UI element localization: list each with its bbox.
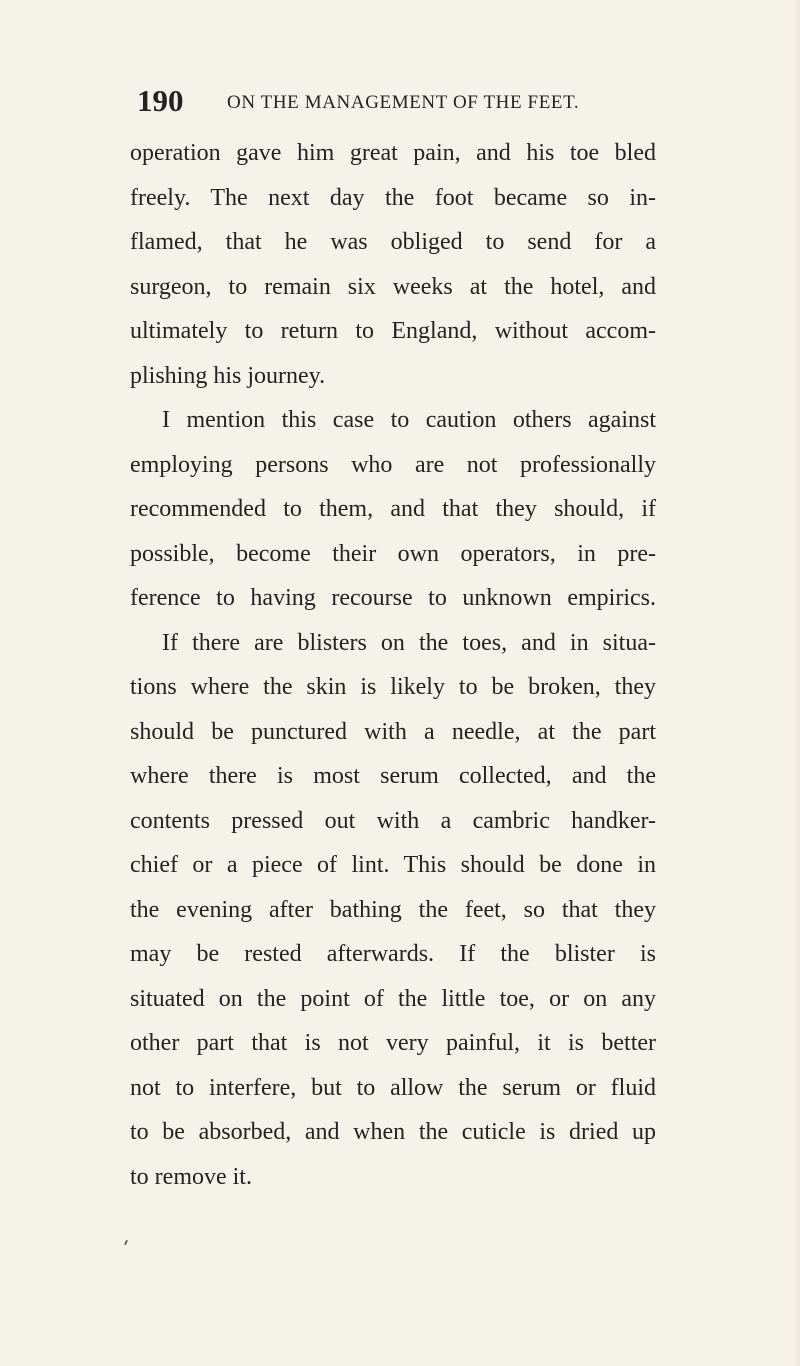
text-line: to be absorbed, and when the cuticle is dried up [130,1119,656,1145]
text-line: possible, become their own operators, in pre- [130,540,656,567]
text-line: contents pressed out with a cambric handker- [130,807,656,834]
text-line: plishing his journey. [130,362,326,389]
text-line: to remove it. [130,1163,252,1190]
text-line: chief or a piece of lint. This should be done in [130,852,656,878]
ink-speck [124,1240,128,1245]
text-line: may be rested afterwards. If the blister is [130,941,656,967]
text-line: operation gave him great pain, and his toe bled [130,140,656,166]
text-line: surgeon, to remain six weeks at the hotel, and [130,273,656,300]
page-edge-shadow [794,0,800,1366]
running-title: ON THE MANAGEMENT OF THE FEET. [227,92,580,113]
text-line: freely. The next day the foot became so in- [130,184,656,211]
page-number: 190 [137,83,184,118]
text-line: where there is most serum collected, and the [130,763,656,789]
text-line: ference to having recourse to unknown empirics. [130,585,656,611]
text-line: employing persons who are not professionally [130,451,656,478]
body-text [130,131,656,1199]
text-line: not to interfere, but to allow the serum or fluid [130,1074,656,1101]
text-line: I mention this case to caution others against [162,407,656,433]
text-line: tions where the skin is likely to be broken, they [130,674,656,700]
text-line: flamed, that he was obliged to send for a [130,229,656,255]
text-line: should be punctured with a needle, at the part [130,718,656,745]
text-line: the evening after bathing the feet, so that they [130,896,656,923]
text-line: ultimately to return to England, without accom- [130,318,656,344]
text-line: If there are blisters on the toes, and in situa- [162,629,656,656]
text-line: recommended to them, and that they should, if [130,496,656,522]
text-line: situated on the point of the little toe, or on any [130,985,656,1012]
running-head [137,83,657,118]
text-line: other part that is not very painful, it is better [130,1030,656,1056]
